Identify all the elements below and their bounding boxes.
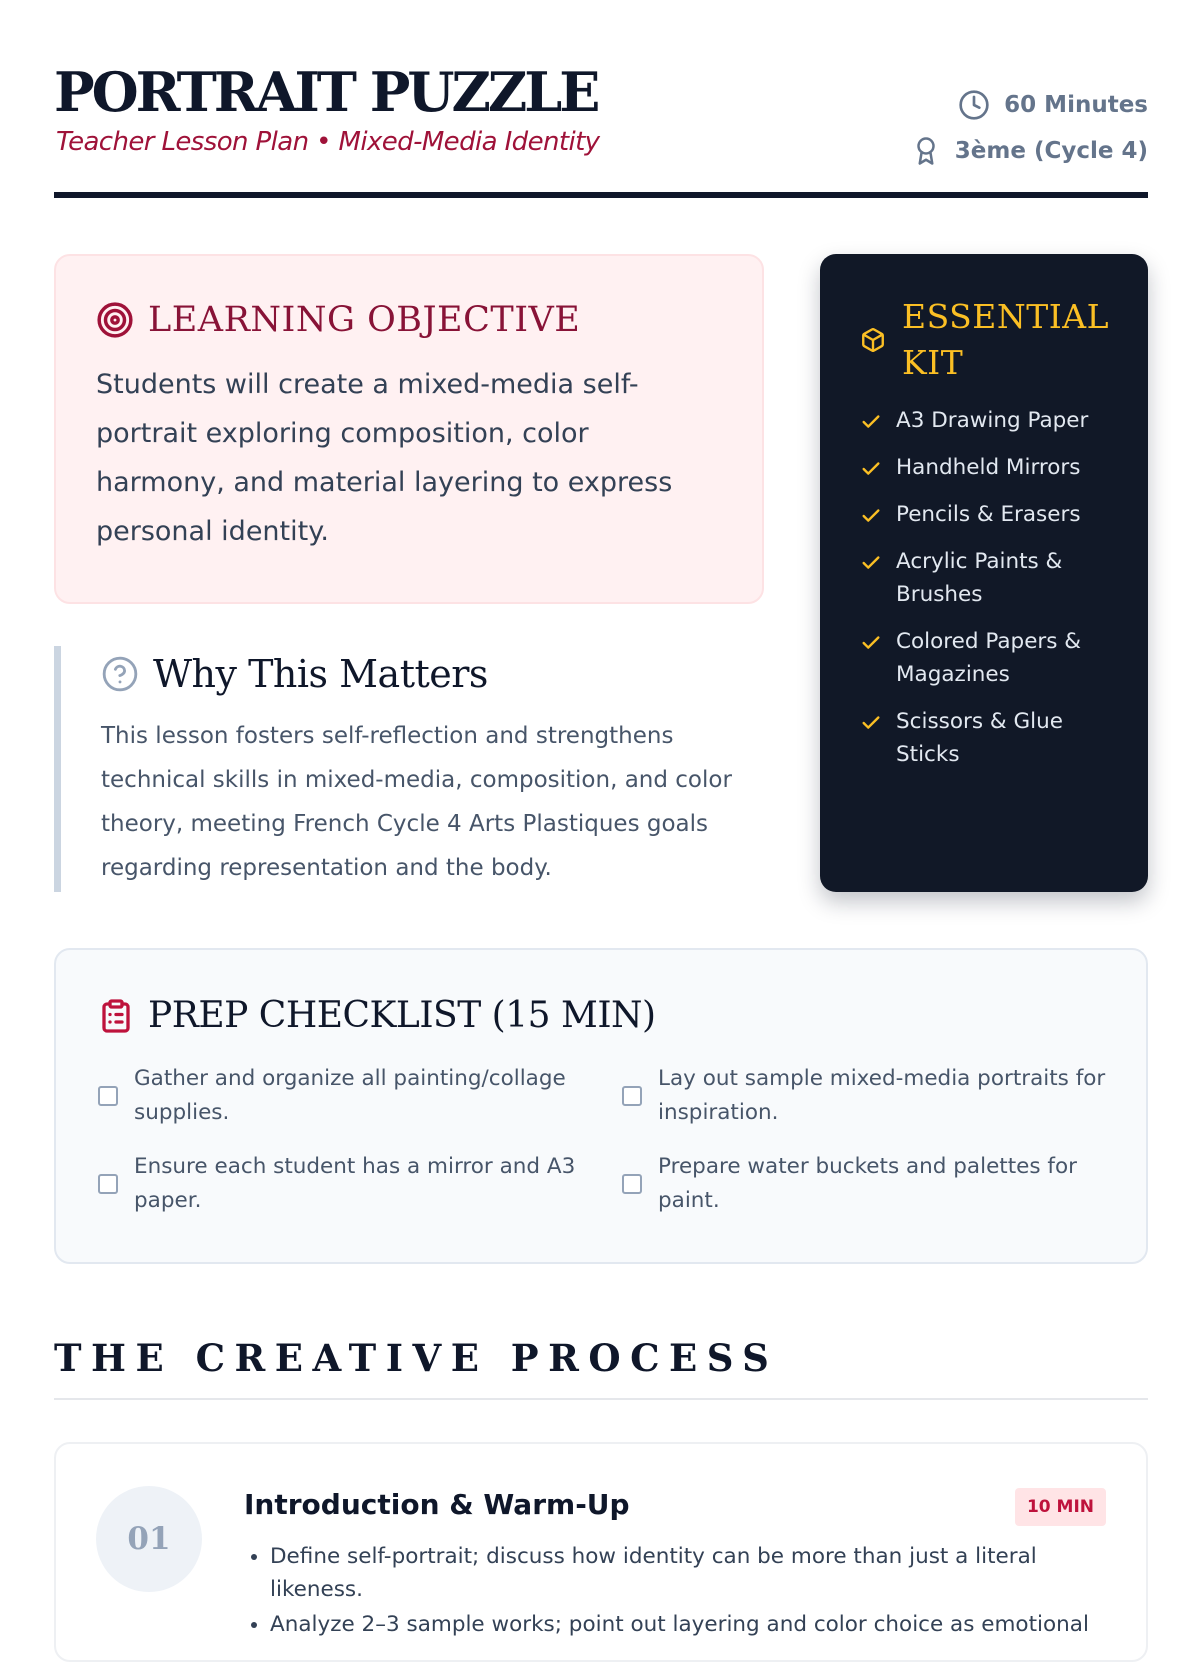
prep-item[interactable]	[98, 1062, 582, 1130]
kit-item	[860, 451, 1128, 484]
kit-list	[860, 404, 1128, 771]
objective-text: Students will create a mixed-media self-portrait exploring composition, color harmony, and material layering to express personal identity.	[96, 369, 673, 547]
process-divider	[54, 1398, 1148, 1400]
step-title: Introduction & Warm-Up	[244, 1488, 630, 1521]
lesson-meta	[911, 82, 1148, 174]
prep-title: PREP CHECKLIST (15 MIN)	[148, 995, 656, 1036]
target-icon	[96, 301, 134, 339]
prep-list	[98, 1062, 1106, 1218]
kit-item	[860, 625, 1128, 691]
check-icon	[860, 632, 882, 654]
checkbox-icon[interactable]	[98, 1174, 118, 1194]
objective-title: LEARNING OBJECTIVE	[148, 300, 581, 340]
why-heading	[101, 650, 764, 698]
kit-title: ESSENTIAL KIT	[902, 297, 1109, 382]
clock-icon	[958, 89, 990, 121]
prep-item-label: Gather and organize all painting/collage supplies.	[134, 1066, 566, 1125]
essential-kit-card	[820, 254, 1148, 892]
objective-heading	[96, 296, 722, 344]
checkbox-icon[interactable]	[98, 1086, 118, 1106]
kit-heading	[860, 294, 1128, 386]
check-icon	[860, 458, 882, 480]
award-icon	[911, 136, 941, 166]
prep-checklist-card	[54, 948, 1148, 1264]
prep-item[interactable]	[622, 1150, 1106, 1218]
prep-item[interactable]	[98, 1150, 582, 1218]
page-title: PORTRAIT PUZZLE	[54, 60, 598, 124]
check-icon	[860, 552, 882, 574]
header-divider	[54, 192, 1148, 198]
kit-item-label: Colored Papers & Magazines	[896, 629, 1082, 687]
kit-item-label: Scissors & Glue Sticks	[896, 709, 1063, 767]
check-icon	[860, 411, 882, 433]
step-bullet: • Define self-portrait; discuss how identity can be more than just a literal likeness.	[270, 1540, 1106, 1606]
box-icon	[860, 327, 886, 353]
kit-item	[860, 404, 1128, 437]
kit-item	[860, 705, 1128, 771]
clipboard-list-icon	[98, 997, 134, 1035]
level-text: 3ème (Cycle 4)	[954, 138, 1148, 164]
prep-item-label: Ensure each student has a mirror and A3 paper.	[134, 1154, 576, 1213]
kit-item-label: A3 Drawing Paper	[896, 408, 1089, 433]
step-duration-badge: 10 MIN	[1015, 1488, 1106, 1526]
check-icon	[860, 505, 882, 527]
prep-heading	[98, 992, 1106, 1040]
kit-item-label: Pencils & Erasers	[896, 502, 1081, 527]
duration-meta	[911, 82, 1148, 128]
kit-item	[860, 498, 1128, 531]
kit-item-label: Handheld Mirrors	[896, 455, 1081, 480]
checkbox-icon[interactable]	[622, 1086, 642, 1106]
page-header	[54, 60, 1148, 200]
process-step	[54, 1442, 1148, 1662]
why-title: Why This Matters	[153, 652, 488, 696]
step-bullet: • Analyze 2–3 sample works; point out layering and color choice as emotional	[270, 1608, 1106, 1641]
why-text: This lesson fosters self-reflection and strengthens technical skills in mixed-media, composition, and color theory, meeting French Cycle 4 Arts Plastiques goals regarding representation and the body.	[101, 723, 732, 881]
prep-item-label: Prepare water buckets and palettes for paint.	[658, 1154, 1077, 1213]
kit-item-label: Acrylic Paints & Brushes	[896, 549, 1063, 607]
prep-item-label: Lay out sample mixed-media portraits for inspiration.	[658, 1066, 1106, 1125]
step-number: 01	[96, 1486, 202, 1592]
why-this-matters	[54, 646, 764, 892]
check-icon	[860, 712, 882, 734]
learning-objective-card	[54, 254, 764, 604]
prep-item[interactable]	[622, 1062, 1106, 1130]
process-heading: THE CREATIVE PROCESS	[54, 1336, 779, 1380]
help-circle-icon	[101, 655, 139, 693]
checkbox-icon[interactable]	[622, 1174, 642, 1194]
level-meta	[911, 128, 1148, 174]
page-subtitle: Teacher Lesson Plan • Mixed-Media Identity	[56, 127, 600, 157]
duration-text: 60 Minutes	[1004, 92, 1148, 118]
kit-item	[860, 545, 1128, 611]
step-bullets	[244, 1540, 1106, 1643]
